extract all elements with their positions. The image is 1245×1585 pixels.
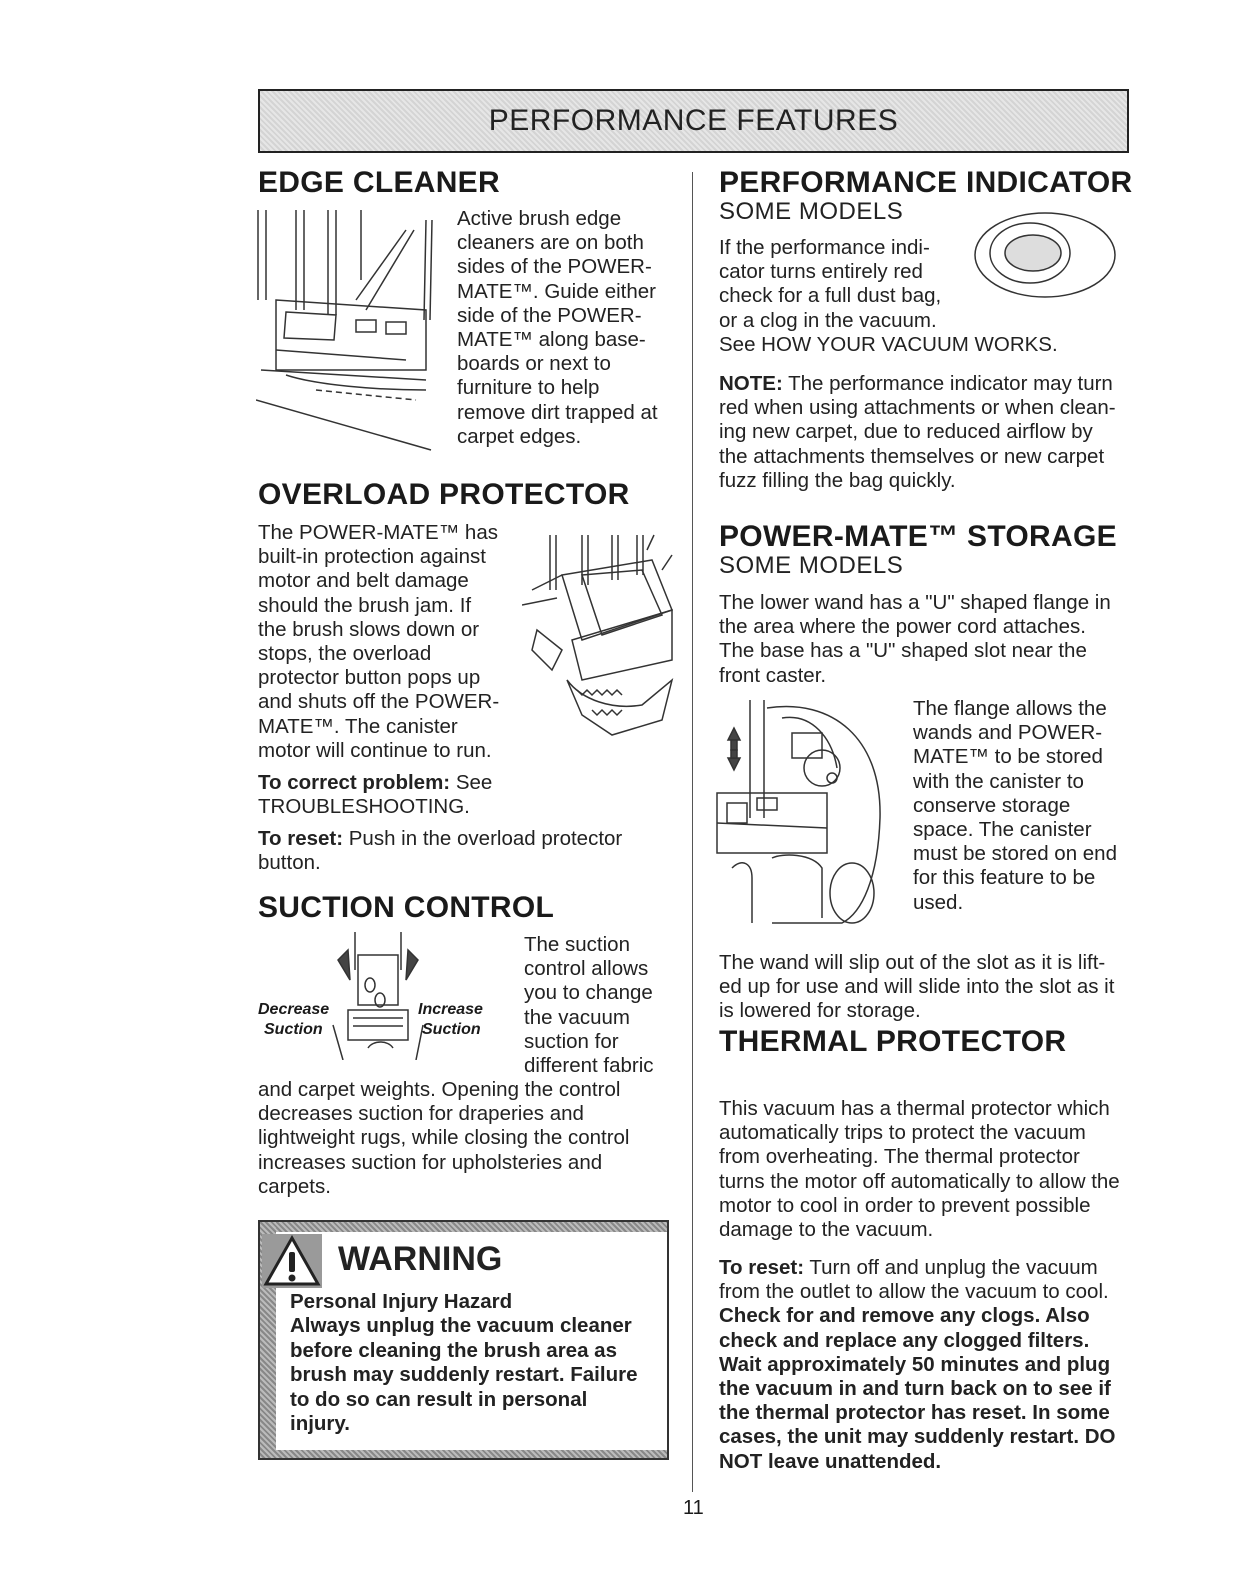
thermal-text: This vacuum has a thermal protector which automatically trips to protect the vacuum from overheating. The thermal protector turns the motor off automatically to allow the motor to cool in order to prevent possible damage to the vacuum. [719,1097,1120,1242]
indicator-heading: PERFORMANCE INDICATOR [719,166,1133,199]
suction-paragraph: and carpet weights. Opening the control decreases suction for draperies and lightweight rugs, while closing the control increases suction for upholsteries and carpets. [258,1078,630,1198]
edge-cleaner-illustration [256,200,456,460]
suction-side-text: The suction control allows you to change the vacuum suction for different fabric [524,933,654,1078]
storage-text: The lower wand has a "U" shaped flange in the area where the power cord attaches. The base has a "U" shaped slot near the front caster. [719,591,1111,687]
thermal-heading: THERMAL PROTECTOR [719,1025,1067,1058]
overload-reset: To reset: Push in the overload protector button. [258,827,623,875]
section-banner [258,89,1129,153]
indicator-subtitle: SOME MODELS [719,198,904,225]
warning-triangle-icon [262,1234,322,1288]
overload-text: The POWER-MATE™ has built-in protection against motor and belt damage should the brush jam. If the brush slows down or stops, the overload protector button pops up and shuts off the POWER- MATE™. The canister motor will continue to run. [258,521,500,762]
edge-cleaner-text: Active brush edge cleaners are on both sides of the POWER- MATE™. Guide either side of the POWER- MATE™ along base- boards or next to furniture to help remove dirt trapped at carpet edges. [457,207,658,448]
storage-after-text: The wand will slip out of the slot as it is lift- ed up for use and will slide into the slot as it is lowered for storage. [719,951,1115,1023]
increase-suction-label: Increase Suction [418,1001,483,1038]
overload-illustration [522,530,677,740]
storage-illustration [712,698,897,930]
banner-title: PERFORMANCE FEATURES [488,104,899,137]
thermal-reset: To reset: Turn off and unplug the vacuum from the outlet to allow the vacuum to cool. Check for and remove any clogs. Also check and replace any clogged filters. Wait approximately 50 minutes and plug the vacuum in and turn back on to see if the thermal protector has reset. In some cases, the unit may suddenly restart. DO NOT leave unattended. [719,1256,1116,1473]
suction-control-illustration [258,930,508,1060]
indicator-note: NOTE: The performance indicator may turn red when using attachments or when clean- ing new carpet, due to reduced airflow by the attachments themselves or new carpet fuzz filling the bag quickly. [719,372,1116,492]
storage-heading: POWER-MATE™ STORAGE [719,520,1117,553]
storage-side-text: The flange allows the wands and POWER- MATE™ to be stored with the canister to conserve storage space. The canister must be stored on end for this feature to be used. [913,697,1117,914]
edge-cleaner-heading: EDGE CLEANER [258,166,500,199]
page-number: 11 [683,1497,704,1519]
storage-subtitle: SOME MODELS [719,552,904,579]
suction-heading: SUCTION CONTROL [258,891,555,924]
warning-text: Personal Injury Hazard Always unplug the vacuum cleaner before cleaning the brush area as brush may suddenly restart. Failure to do so can result in personal injury. [290,1290,638,1436]
warning-title: WARNING [338,1240,503,1278]
column-divider [692,172,693,1492]
warning-box [258,1220,669,1460]
indicator-text: If the performance indi- cator turns entirely red check for a full dust bag, or a clog in the vacuum. See HOW YOUR VACUUM WORKS. [719,236,1058,356]
overload-heading: OVERLOAD PROTECTOR [258,478,630,511]
overload-correct: To correct problem: See TROUBLESHOOTING. [258,771,493,819]
decrease-suction-label: Decrease Suction [258,1001,330,1038]
